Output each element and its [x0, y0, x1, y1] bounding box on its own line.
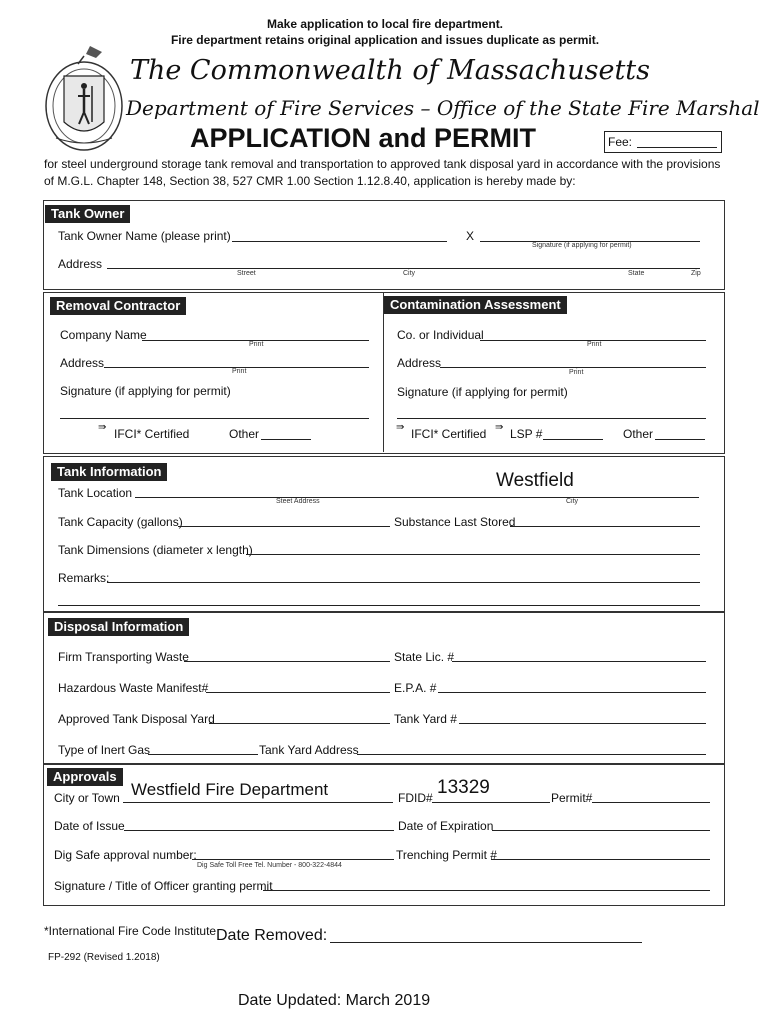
date-issue-field[interactable]: [124, 830, 394, 831]
state-lic-field[interactable]: [452, 661, 706, 662]
street-address-hint: Steet Address: [276, 498, 320, 505]
permit-label: Permit#: [551, 791, 593, 805]
fdid-label: FDID#: [398, 791, 433, 805]
contractor-other-label: Other: [229, 427, 260, 441]
dig-safe-hint: Dig Safe Toll Free Tel. Number - 800-322-4844: [197, 862, 342, 869]
tank-location-label: Tank Location: [58, 486, 133, 500]
tank-capacity-label: Tank Capacity (gallons): [58, 515, 183, 529]
substance-field[interactable]: [510, 526, 700, 527]
dig-safe-field[interactable]: [192, 859, 394, 860]
officer-signature-field[interactable]: [263, 890, 710, 891]
commonwealth-title: The Commonwealth of Massachusetts: [129, 55, 651, 86]
firm-transporting-label: Firm Transporting Waste: [58, 650, 189, 664]
contamination-other-label: Other: [623, 427, 654, 441]
contamination-signature-label: Signature (if applying for permit): [397, 385, 568, 399]
fee-box[interactable]: [604, 131, 722, 153]
tank-owner-title: Tank Owner: [45, 205, 130, 223]
manifest-label: Hazardous Waste Manifest#: [58, 681, 209, 695]
arrow-icon: ⇛: [396, 422, 405, 433]
date-updated: Date Updated: March 2019: [238, 992, 431, 1009]
trenching-permit-label: Trenching Permit #: [396, 848, 497, 862]
section-divider: [383, 292, 384, 452]
manifest-field[interactable]: [206, 692, 390, 693]
tank-dimensions-label: Tank Dimensions (diameter x length): [58, 543, 253, 557]
co-individual-label: Co. or Individual: [397, 328, 484, 342]
contamination-other-field[interactable]: [655, 439, 705, 440]
massachusetts-seal-icon: [40, 42, 128, 154]
yard-address-label: Tank Yard Address: [259, 743, 359, 757]
print-hint: Print: [569, 369, 584, 376]
department-subtitle: Department of Fire Services – Office of the State Fire Marshal: [126, 96, 760, 120]
city-hint: City: [403, 270, 416, 277]
city-town-label: City or Town: [54, 791, 120, 805]
fdid-field[interactable]: [432, 802, 550, 803]
form-id: FP-292 (Revised 1.2018): [48, 952, 160, 963]
substance-label: Substance Last Stored: [394, 515, 516, 529]
intro-text: for steel underground storage tank removal and transportation to approved tank disposal yard in accordance with the provisions of M.G.L. Chapter 148, Section 38, 527 CMR 1.00 Section 1.12.8.40, application is hereby made by:: [44, 157, 721, 188]
city-town-field[interactable]: [123, 802, 393, 803]
street-hint: Street: [237, 270, 256, 277]
inert-gas-field[interactable]: [148, 754, 258, 755]
print-hint: Print: [587, 341, 602, 348]
tank-owner-name-label: Tank Owner Name (please print): [58, 229, 231, 243]
contamination-signature-field[interactable]: [397, 418, 706, 419]
tank-owner-address-field[interactable]: [107, 268, 700, 269]
trenching-permit-field[interactable]: [491, 859, 710, 860]
epa-field[interactable]: [438, 692, 706, 693]
contractor-address-label: Address: [60, 356, 105, 370]
officer-signature-label: Signature / Title of Officer granting permit: [54, 879, 273, 893]
contamination-title: Contamination Assessment: [384, 296, 567, 314]
tank-owner-address-label: Address: [58, 257, 103, 271]
date-removed-label: Date Removed:: [216, 927, 328, 944]
contamination-ifci-label: IFCI* Certified: [411, 427, 487, 441]
tank-location-city-value: Westfield: [496, 470, 574, 491]
remarks-field[interactable]: [107, 582, 700, 583]
instruction-line-1: Make application to local fire department.: [266, 17, 504, 31]
contamination-address-label: Address: [397, 356, 442, 370]
tank-info-title: Tank Information: [51, 463, 167, 481]
dig-safe-label: Dig Safe approval number:: [54, 848, 197, 862]
disposal-yard-label: Approved Tank Disposal Yard: [58, 712, 215, 726]
print-hint: Print: [232, 368, 247, 375]
remarks-label: Remarks:: [58, 571, 110, 585]
state-lic-label: State Lic. #: [394, 650, 455, 664]
ifci-footnote: *International Fire Code Institute: [44, 924, 217, 938]
city-hint: City: [566, 498, 579, 505]
contractor-ifci-label: IFCI* Certified: [114, 427, 190, 441]
tank-capacity-field[interactable]: [178, 526, 390, 527]
tank-yard-label: Tank Yard #: [394, 712, 457, 726]
yard-address-field[interactable]: [357, 754, 706, 755]
tank-yard-field[interactable]: [459, 723, 706, 724]
company-name-label: Company Name: [60, 328, 147, 342]
contractor-other-field[interactable]: [261, 439, 311, 440]
fdid-value: 13329: [437, 777, 490, 798]
removal-contractor-title: Removal Contractor: [50, 297, 186, 315]
arrow-icon: ⇛: [495, 422, 504, 433]
contractor-signature-field[interactable]: [60, 418, 369, 419]
disposal-yard-field[interactable]: [209, 723, 390, 724]
lsp-label: LSP #: [510, 427, 543, 441]
contractor-signature-label: Signature (if applying for permit): [60, 384, 231, 398]
arrow-icon: ⇛: [98, 422, 107, 433]
disposal-title: Disposal Information: [48, 618, 189, 636]
date-expiration-label: Date of Expiration: [398, 819, 494, 833]
tank-location-field[interactable]: [135, 497, 699, 498]
firm-transporting-field[interactable]: [184, 661, 390, 662]
print-hint: Print: [249, 341, 264, 348]
state-hint: State: [628, 270, 645, 277]
fee-label: Fee:: [608, 135, 633, 149]
permit-field[interactable]: [592, 802, 710, 803]
zip-hint: Zip: [691, 270, 701, 277]
instruction-line-2: Fire department retains original application and issues duplicate as permit.: [170, 33, 600, 47]
x-mark: X: [466, 229, 475, 243]
page-title: APPLICATION and PERMIT: [190, 123, 537, 153]
epa-label: E.P.A. #: [394, 681, 437, 695]
inert-gas-label: Type of Inert Gas: [58, 743, 151, 757]
city-town-value: Westfield Fire Department: [131, 780, 329, 799]
date-expiration-field[interactable]: [492, 830, 710, 831]
tank-dimensions-field[interactable]: [246, 554, 700, 555]
tank-owner-name-field[interactable]: [232, 241, 447, 242]
date-issue-label: Date of Issue: [54, 819, 125, 833]
approvals-title: Approvals: [47, 768, 123, 786]
lsp-field[interactable]: [543, 439, 603, 440]
contamination-address-field[interactable]: [440, 367, 706, 368]
remarks-field-line-2[interactable]: [58, 605, 700, 606]
signature-hint: Signature (if applying for permit): [532, 242, 632, 249]
date-removed-field[interactable]: [330, 942, 642, 943]
